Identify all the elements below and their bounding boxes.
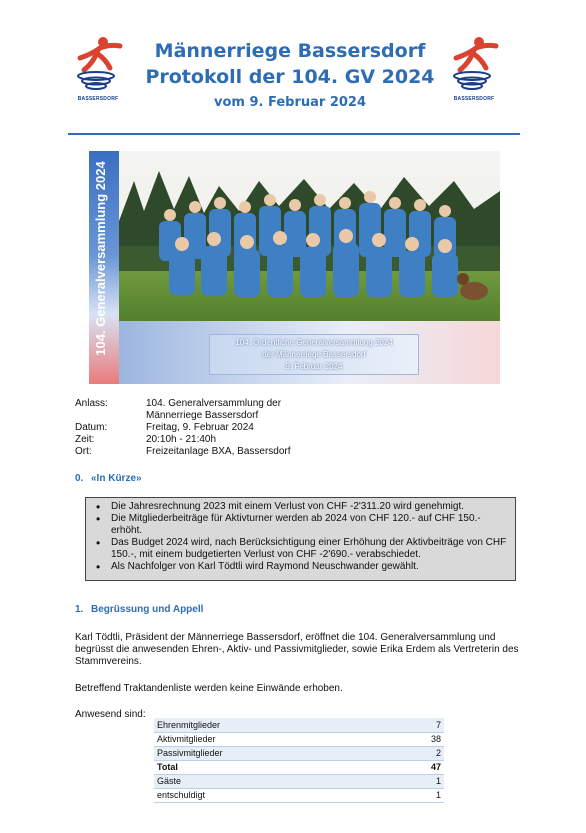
club-logo-left — [70, 34, 126, 102]
attendance-count: 1 — [404, 774, 444, 788]
table-row — [154, 732, 444, 746]
info-value: 104. Generalversammlung der — [146, 398, 282, 409]
summary-item: • Das Budget 2024 wird, nach Berücksichtigung einer Erhöhung der Aktivbeiträge von CHF 150.-, mit einem budgetierten Verlust von CHF -2'690.- verabschiedet. — [96, 537, 507, 561]
info-row-ort — [75, 446, 346, 458]
attendance-label: Gäste — [154, 774, 404, 788]
logo-caption: BASSERSDORF — [77, 96, 119, 102]
document-title — [130, 38, 450, 114]
section-title: Begrüssung und Appell — [91, 604, 204, 615]
info-row-anlass — [75, 398, 346, 410]
table-row — [154, 788, 444, 802]
attendance-count: 1 — [404, 788, 444, 802]
gymnast-logo-icon — [70, 34, 126, 94]
info-label: Datum: — [75, 422, 108, 433]
attendance-count: 2 — [404, 746, 444, 760]
banner-caption-line1: 104. Ordentliche Generalversammlung 2024 — [235, 338, 393, 347]
attendance-label: entschuldigt — [154, 788, 404, 802]
table-row-total — [154, 760, 444, 774]
paragraph-present: Anwesend sind: — [75, 709, 146, 720]
attendance-label: Ehrenmitglieder — [154, 718, 404, 732]
paragraph-agenda: Betreffend Traktandenliste werden keine Einwände erhoben. — [75, 683, 343, 694]
info-row-datum — [75, 422, 346, 434]
gymnast-logo-icon — [446, 34, 502, 94]
title-date: vom 9. Februar 2024 — [213, 95, 367, 110]
summary-box — [85, 497, 516, 581]
group-photo-banner — [89, 151, 500, 384]
banner-caption — [209, 334, 419, 375]
attendance-label: Aktivmitglieder — [154, 732, 404, 746]
info-value: Freitag, 9. Februar 2024 — [146, 422, 254, 433]
table-row — [154, 718, 444, 732]
header-divider — [68, 133, 520, 135]
attendance-label: Total — [154, 760, 404, 774]
attendance-count: 47 — [404, 760, 444, 774]
section-title: «In Kürze» — [91, 473, 142, 484]
paragraph-welcome: Karl Tödtli, Präsident der Männerriege Bassersdorf, eröffnet die 104. Generalversammlung und begrüsst die anwesenden Ehren-, Aktiv- und Passivmitglieder, sowie Erika Erdem als Vertreterin des Stammvereins. — [75, 632, 519, 667]
attendance-table — [154, 718, 444, 803]
info-label: Anlass: — [75, 398, 108, 409]
summary-item: • Als Nachfolger von Karl Tödtli wird Raymond Neuschwander gewählt. — [96, 561, 507, 573]
banner-caption-line3: 9. Februar 2024 — [285, 362, 343, 371]
info-value: Freizeitanlage BXA, Bassersdorf — [146, 446, 291, 457]
banner-side-text: 104. Generalversammlung 2024 — [93, 161, 108, 356]
attendance-label: Passivmitglieder — [154, 746, 404, 760]
table-row — [154, 746, 444, 760]
info-label: Zeit: — [75, 434, 95, 445]
info-value: 20:10h - 21:40h — [146, 434, 217, 445]
club-logo-right — [446, 34, 502, 102]
attendance-count: 38 — [404, 732, 444, 746]
info-row-zeit — [75, 434, 346, 446]
info-value: Männerriege Bassersdorf — [146, 410, 259, 421]
section-number: 0. — [75, 473, 84, 484]
banner-caption-line2: der Männerriege Bassersdorf — [262, 350, 366, 359]
summary-item: • Die Mitgliederbeiträge für Aktivturner werden ab 2024 von CHF 120.- auf CHF 150.- erhöht. — [96, 513, 507, 537]
attendance-count: 7 — [404, 718, 444, 732]
title-club: Männerriege Bassersdorf — [154, 40, 426, 62]
logo-caption: BASSERSDORF — [453, 96, 495, 102]
meeting-info — [75, 398, 346, 458]
title-protocol: Protokoll der 104. GV 2024 — [145, 66, 435, 88]
section-number: 1. — [75, 604, 84, 615]
section-heading-1 — [75, 604, 203, 615]
info-label: Ort: — [75, 446, 92, 457]
summary-item: • Die Jahresrechnung 2023 mit einem Verlust von CHF -2'311.20 wird genehmigt. — [96, 501, 507, 513]
table-row — [154, 774, 444, 788]
info-row-anlass-cont — [75, 410, 346, 422]
section-heading-0 — [75, 473, 142, 484]
